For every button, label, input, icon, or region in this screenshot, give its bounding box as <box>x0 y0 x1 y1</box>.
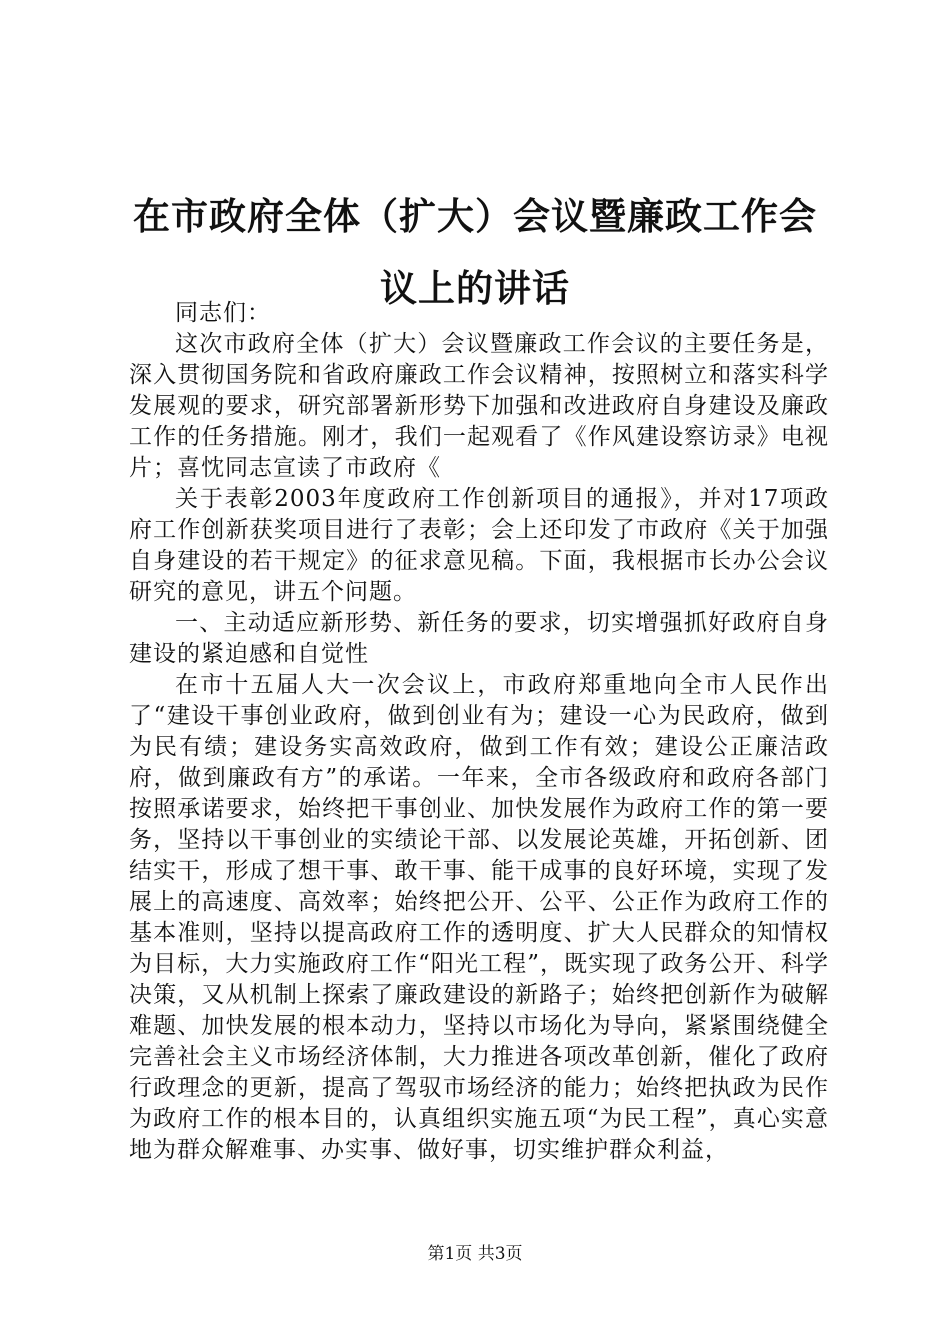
paragraph: 关于表彰2003年度政府工作创新项目的通报》，并对17项政府工作创新获奖项目进行了表彰；会上还印发了市政府《关于加强自身建设的若干规定》的征求意见稿。下面，我根据市长办公会议研究的意见，讲五个问题。 <box>129 486 829 605</box>
paragraph: 这次市政府全体（扩大）会议暨廉政工作会议的主要任务是，深入贯彻国务院和省政府廉政工作会议精神，按照树立和落实科学发展观的要求，研究部署新形势下加强和改进政府自身建设及廉政工作的任务措施。刚才，我们一起观看了《作风建设察访录》电视片；喜忱同志宣读了市政府《 <box>129 331 829 481</box>
page-footer: 第1页 共3页 <box>427 1244 523 1264</box>
document-body <box>129 298 829 1166</box>
paragraph: 在市十五届人大一次会议上，市政府郑重地向全市人民作出了“建设干事创业政府，做到创业有为；建设一心为民政府，做到为民有绩；建设务实高效政府，做到工作有效；建设公正廉洁政府，做到廉政有方”的承诺。一年来，全市各级政府和政府各部门按照承诺要求，始终把干事创业、加快发展作为政府工作的第一要务，坚持以干事创业的实绩论干部、以发展论英雄，开拓创新、团结实干，形成了想干事、敢干事、能干成事的良好环境，实现了发展上的高速度、高效率；始终把公开、公平、公正作为政府工作的基本准则，坚持以提高政府工作的透明度、扩大人民群众的知情权为目标，大力实施政府工作“阳光工程”，既实现了政务公开、科学决策，又从机制上探索了廉政建设的新路子；始终把创新作为破解难题、加快发展的根本动力，坚持以市场化为导向，紧紧围绕健全完善社会主义市场经济体制，大力推进各项改革创新，催化了政府行政理念的更新，提高了驾驭市场经济的能力；始终把执政为民作为政府工作的根本目的，认真组织实施五项“为民工程”，真心实意地为群众解难事、办实事、做好事，切实维护群众利益， <box>129 672 829 1163</box>
section-heading: 一、主动适应新形势、新任务的要求，切实增强抓好政府自身建设的紧迫感和自觉性 <box>129 610 829 667</box>
document-title: 在市政府全体（扩大）会议暨廉政工作会议上的讲话 <box>133 194 817 310</box>
salutation: 同志们： <box>175 300 271 326</box>
